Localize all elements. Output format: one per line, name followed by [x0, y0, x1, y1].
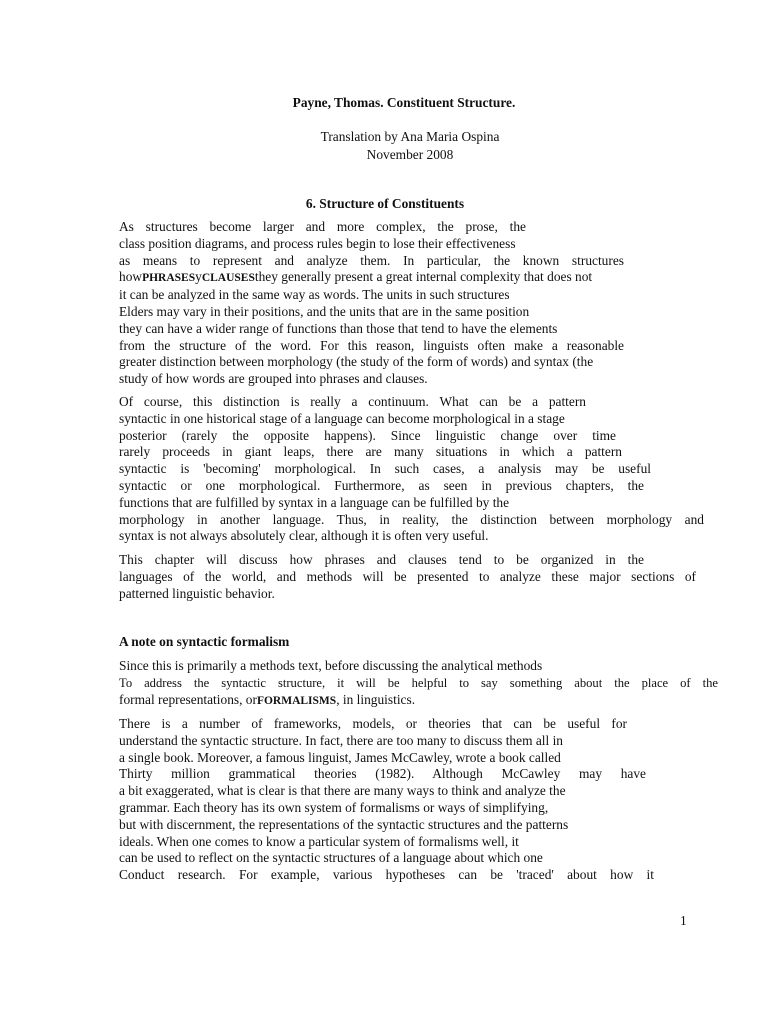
- text-line: can be used to reflect on the syntactic structures of a language about which one: [119, 850, 543, 866]
- text-line: languages of the world, and methods will be presented to analyze these major sections of: [119, 568, 696, 584]
- text-line: understand the syntactic structure. In fact, there are too many to discuss them all in: [119, 732, 563, 748]
- term-phrases: PHRASES: [142, 272, 196, 285]
- text-line: [119, 269, 624, 287]
- text-line: patterned linguistic behavior.: [119, 585, 275, 601]
- text-line: greater distinction between morphology (the study of the form of words) and syntax (the: [119, 354, 594, 370]
- term-formalisms: FORMALISMS: [256, 694, 337, 707]
- subsection-heading: A note on syntactic formalism: [119, 634, 290, 649]
- text-line: syntax is not always absolutely clear, although it is often very useful.: [119, 528, 489, 544]
- text-line: functions that are fulfilled by syntax in a language can be fulfilled by the: [119, 494, 510, 510]
- term-clauses: CLAUSES: [201, 272, 255, 285]
- translation-credit: [300, 128, 520, 164]
- text-line: syntactic or one morphological. Furthermore, as seen in previous chapters, the: [119, 477, 644, 493]
- section-heading: 6. Structure of Constituents: [305, 196, 465, 211]
- text-line: grammar. Each theory has its own system of formalisms or ways of simplifying,: [119, 799, 549, 815]
- text-line: a single book. Moreover, a famous linguist, James McCawley, wrote a book called: [119, 749, 561, 765]
- text-line: [119, 692, 459, 710]
- text-fragment: y: [195, 269, 202, 285]
- text-line: rarely proceeds in giant leaps, there are many situations in which a pattern: [119, 444, 622, 460]
- text-line: This chapter will discuss how phrases and clauses tend to be organized in the: [119, 552, 644, 567]
- translator-line: Translation by Ana Maria Ospina: [320, 129, 500, 144]
- text-fragment: how: [119, 269, 143, 285]
- date-line: November 2008: [366, 147, 454, 162]
- text-fragment: they generally present a great internal complexity that does not: [254, 269, 593, 285]
- text-line: ideals. When one comes to know a particular system of formalisms well, it: [119, 833, 519, 849]
- text-line: as means to represent and analyze them. In particular, the known structures: [119, 252, 624, 268]
- text-line: they can have a wider range of functions than those that tend to have the elements: [119, 320, 558, 336]
- formalism-paragraph-1: [119, 658, 719, 709]
- text-line: but with discernment, the representations of the syntactic structures and the patterns: [119, 816, 569, 832]
- text-line: syntactic in one historical stage of a language can become morphological in a stage: [119, 410, 565, 426]
- section-paragraph-3: [119, 552, 719, 602]
- text-line: class position diagrams, and process rules begin to lose their effectiveness: [119, 235, 516, 251]
- text-line: Thirty million grammatical theories (1982). Although McCawley may have: [119, 766, 646, 782]
- text-line: Of course, this distinction is really a continuum. What can be a pattern: [119, 394, 586, 409]
- formalism-paragraph-2: [119, 716, 719, 884]
- text-line: Conduct research. For example, various hypotheses can be 'traced' about how it: [119, 867, 654, 883]
- section-paragraph-1: [119, 219, 624, 388]
- text-line: it can be analyzed in the same way as words. The units in such structures: [119, 287, 510, 303]
- text-line: from the structure of the word. For this reason, linguists often make a reasonable: [119, 337, 624, 353]
- document-title: Payne, Thomas. Constituent Structure.: [292, 95, 516, 110]
- text-line: Elders may vary in their positions, and the units that are in the same position: [119, 303, 530, 319]
- page-number: 1: [680, 913, 687, 928]
- text-fragment: formal representations, or: [119, 691, 257, 707]
- section-paragraph-2: [119, 394, 719, 545]
- text-line: study of how words are grouped into phrases and clauses.: [119, 371, 428, 387]
- text-line: Since this is primarily a methods text, before discussing the analytical methods: [119, 658, 543, 673]
- text-line: To address the syntactic structure, it will be helpful to say something about the place of the: [119, 675, 718, 690]
- text-line: posterior (rarely the opposite happens). Since linguistic change over time: [119, 427, 616, 443]
- subsection-heading-block: [119, 634, 719, 651]
- text-line: a bit exaggerated, what is clear is that there are many ways to think and analyze the: [119, 783, 566, 799]
- text-line: syntactic is 'becoming' morphological. In such cases, a analysis may be useful: [119, 461, 651, 477]
- text-line: There is a number of frameworks, models, or theories that can be useful for: [119, 716, 627, 731]
- text-line: morphology in another language. Thus, in reality, the distinction between morphology and: [119, 511, 704, 527]
- text-line: As structures become larger and more complex, the prose, the: [119, 219, 526, 234]
- text-fragment: , in linguistics.: [336, 691, 416, 707]
